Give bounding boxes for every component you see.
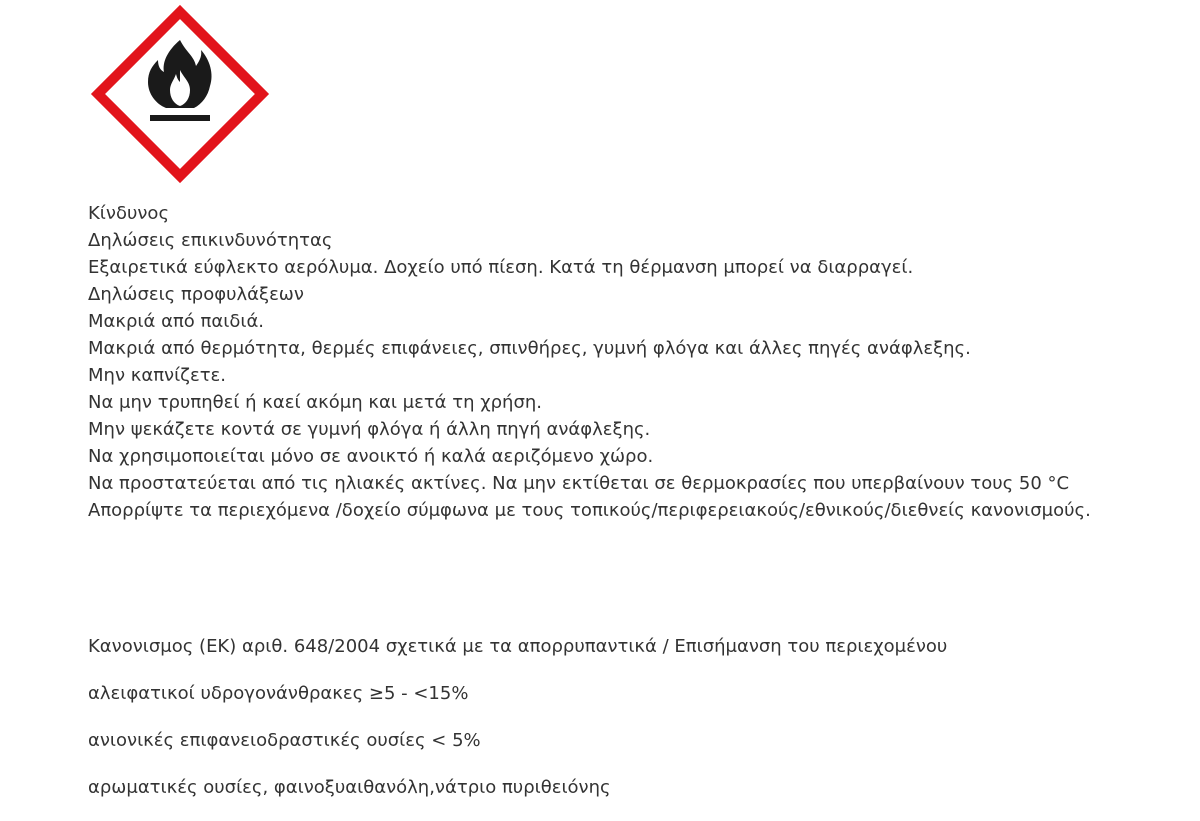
precaution-item: Να χρησιμοποιείται μόνο σε ανοικτό ή καλά αεριζόμενο χώρο. (88, 446, 654, 467)
ingredient-line: ανιονικές επιφανειοδραστικές ουσίες < 5% (88, 730, 481, 751)
ghs-label-text (88, 200, 1148, 524)
hazard-statement: Εξαιρετικά εύφλεκτο αερόλυμα. Δοχείο υπό πίεση. Κατά τη θέρμανση μπορεί να διαρραγεί. (88, 257, 914, 278)
precaution-item: Μακριά από θερμότητα, θερμές επιφάνειες, σπινθήρες, γυμνή φλόγα και άλλες πηγές ανάφλεξης. (88, 338, 971, 359)
hazard-statements-heading: Δηλώσεις επικινδυνότητας (88, 230, 333, 251)
ingredient-line: αλειφατικοί υδρογονάνθρακες ≥5 - <15% (88, 683, 469, 704)
precaution-item: Να μην τρυπηθεί ή καεί ακόμη και μετά τη χρήση. (88, 392, 543, 413)
signal-word: Κίνδυνος (88, 203, 170, 224)
ingredient-line: αρωματικές ουσίες, φαινοξυαιθανόλη,νάτριο πυριθειόνης (88, 777, 611, 798)
precaution-item: Μην καπνίζετε. (88, 365, 226, 386)
ghs-flammable-pictogram (90, 4, 270, 184)
precaution-item: Απορρίψτε τα περιεχόμενα /δοχείο σύμφωνα με τους τοπικούς/περιφερειακούς/εθνικούς/διεθνείς κανονισμούς. (88, 500, 1091, 521)
precaution-item: Μακριά από παιδιά. (88, 311, 265, 332)
regulation-line: Κανονισμος (ΕΚ) αριθ. 648/2004 σχετικά με τα απορρυπαντικά / Επισήμανση του περιεχομένου (88, 636, 948, 657)
detergent-regulation-section (88, 633, 1148, 821)
precautionary-statements-heading: Δηλώσεις προφυλάξεων (88, 284, 304, 305)
precaution-item: Να προστατεύεται από τις ηλιακές ακτίνες. Να μην εκτίθεται σε θερμοκρασίες που υπερβαίνουν τους 50 °C (88, 473, 1070, 494)
precaution-item: Μην ψεκάζετε κοντά σε γυμνή φλόγα ή άλλη πηγή ανάφλεξης. (88, 419, 651, 440)
ghs-flammable-flame-icon (90, 4, 270, 184)
